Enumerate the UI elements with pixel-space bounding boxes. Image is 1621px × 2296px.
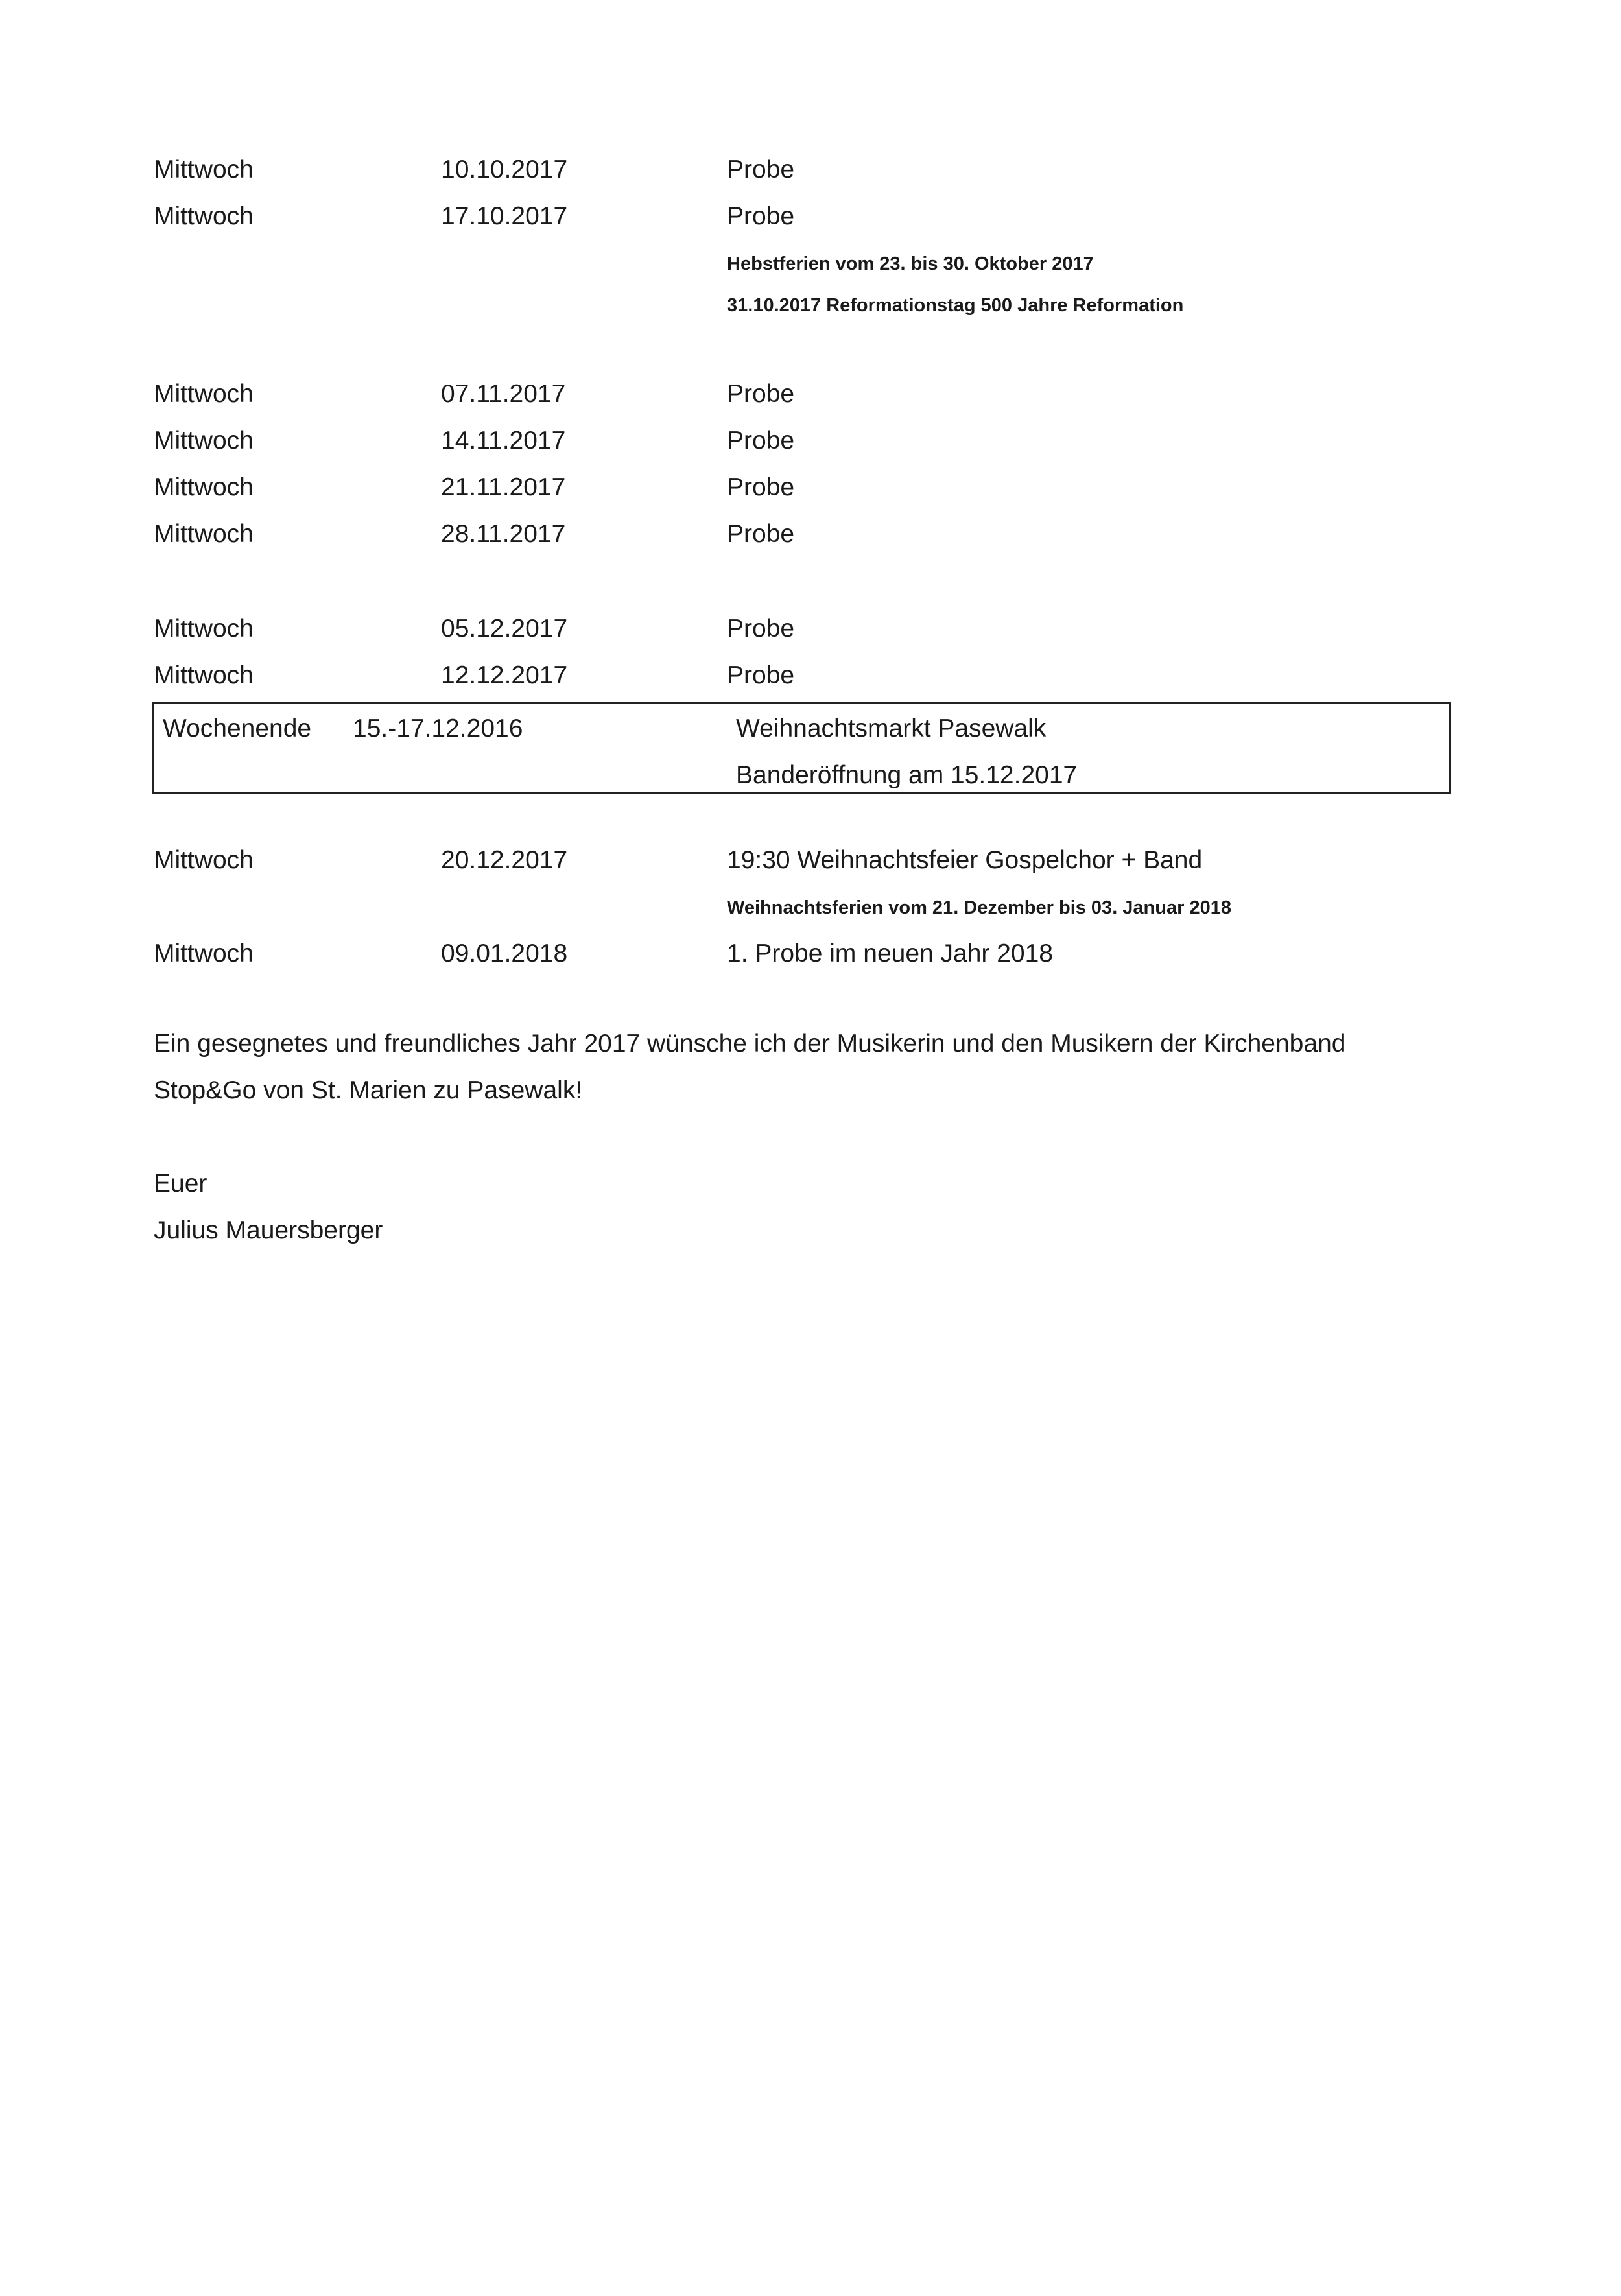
schedule-row [0, 468, 1621, 507]
row-day: Mittwoch [154, 661, 254, 689]
weekend-day: Wochenende [163, 715, 312, 742]
holiday-note: 31.10.2017 Reformationstag 500 Jahre Reformation [727, 295, 1184, 316]
signature: Julius Mauersberger [154, 1216, 383, 1244]
schedule-row [0, 515, 1621, 554]
row-event: Probe [727, 156, 795, 183]
row-day: Mittwoch [154, 473, 254, 501]
row-event: Probe [727, 380, 795, 408]
row-day: Mittwoch [154, 427, 254, 455]
row-event: Probe [727, 615, 795, 643]
row-day: Mittwoch [154, 380, 254, 408]
weekend-event-box [152, 702, 1451, 794]
salutation: Euer [154, 1170, 207, 1198]
row-date: 05.12.2017 [441, 615, 568, 643]
weekend-event: Weihnachtsmarkt Pasewalk [736, 715, 1047, 742]
row-day: Mittwoch [154, 156, 254, 183]
row-day: Mittwoch [154, 202, 254, 230]
holiday-note: Weihnachtsferien vom 21. Dezember bis 03. Januar 2018 [727, 897, 1231, 918]
row-day: Mittwoch [154, 615, 254, 643]
row-event: Probe [727, 473, 795, 501]
row-date: 07.11.2017 [441, 380, 566, 408]
weekend-detail: Banderöffnung am 15.12.2017 [736, 761, 1078, 789]
schedule-row [0, 421, 1621, 460]
row-event: 19:30 Weihnachtsfeier Gospelchor + Band [727, 846, 1203, 874]
row-event: 1. Probe im neuen Jahr 2018 [727, 940, 1054, 967]
row-day: Mittwoch [154, 846, 254, 874]
row-date: 28.11.2017 [441, 520, 566, 548]
closing-message-line: Stop&Go von St. Marien zu Pasewalk! [154, 1076, 583, 1104]
schedule-row [0, 197, 1621, 236]
row-event: Probe [727, 661, 795, 689]
schedule-row [0, 150, 1621, 189]
row-date: 10.10.2017 [441, 156, 568, 183]
closing-message [154, 1021, 1483, 1114]
schedule-row [0, 841, 1621, 880]
row-day: Mittwoch [154, 520, 254, 548]
row-date: 20.12.2017 [441, 846, 568, 874]
row-date: 14.11.2017 [441, 427, 566, 455]
row-event: Probe [727, 427, 795, 455]
weekend-date: 15.-17.12.2016 [353, 715, 523, 742]
schedule-row [0, 934, 1621, 973]
row-day: Mittwoch [154, 940, 254, 967]
schedule-row [0, 656, 1621, 695]
row-event: Probe [727, 520, 795, 548]
row-date: 09.01.2018 [441, 940, 568, 967]
holiday-note: Hebstferien vom 23. bis 30. Oktober 2017 [727, 254, 1094, 274]
closing-message-line: Ein gesegnetes und freundliches Jahr 2017 wünsche ich der Musikerin und den Musikern der Kirchenband [154, 1030, 1346, 1058]
row-event: Probe [727, 202, 795, 230]
schedule-row [0, 375, 1621, 414]
row-date: 21.11.2017 [441, 473, 566, 501]
schedule-row [0, 610, 1621, 648]
row-date: 12.12.2017 [441, 661, 568, 689]
row-date: 17.10.2017 [441, 202, 568, 230]
